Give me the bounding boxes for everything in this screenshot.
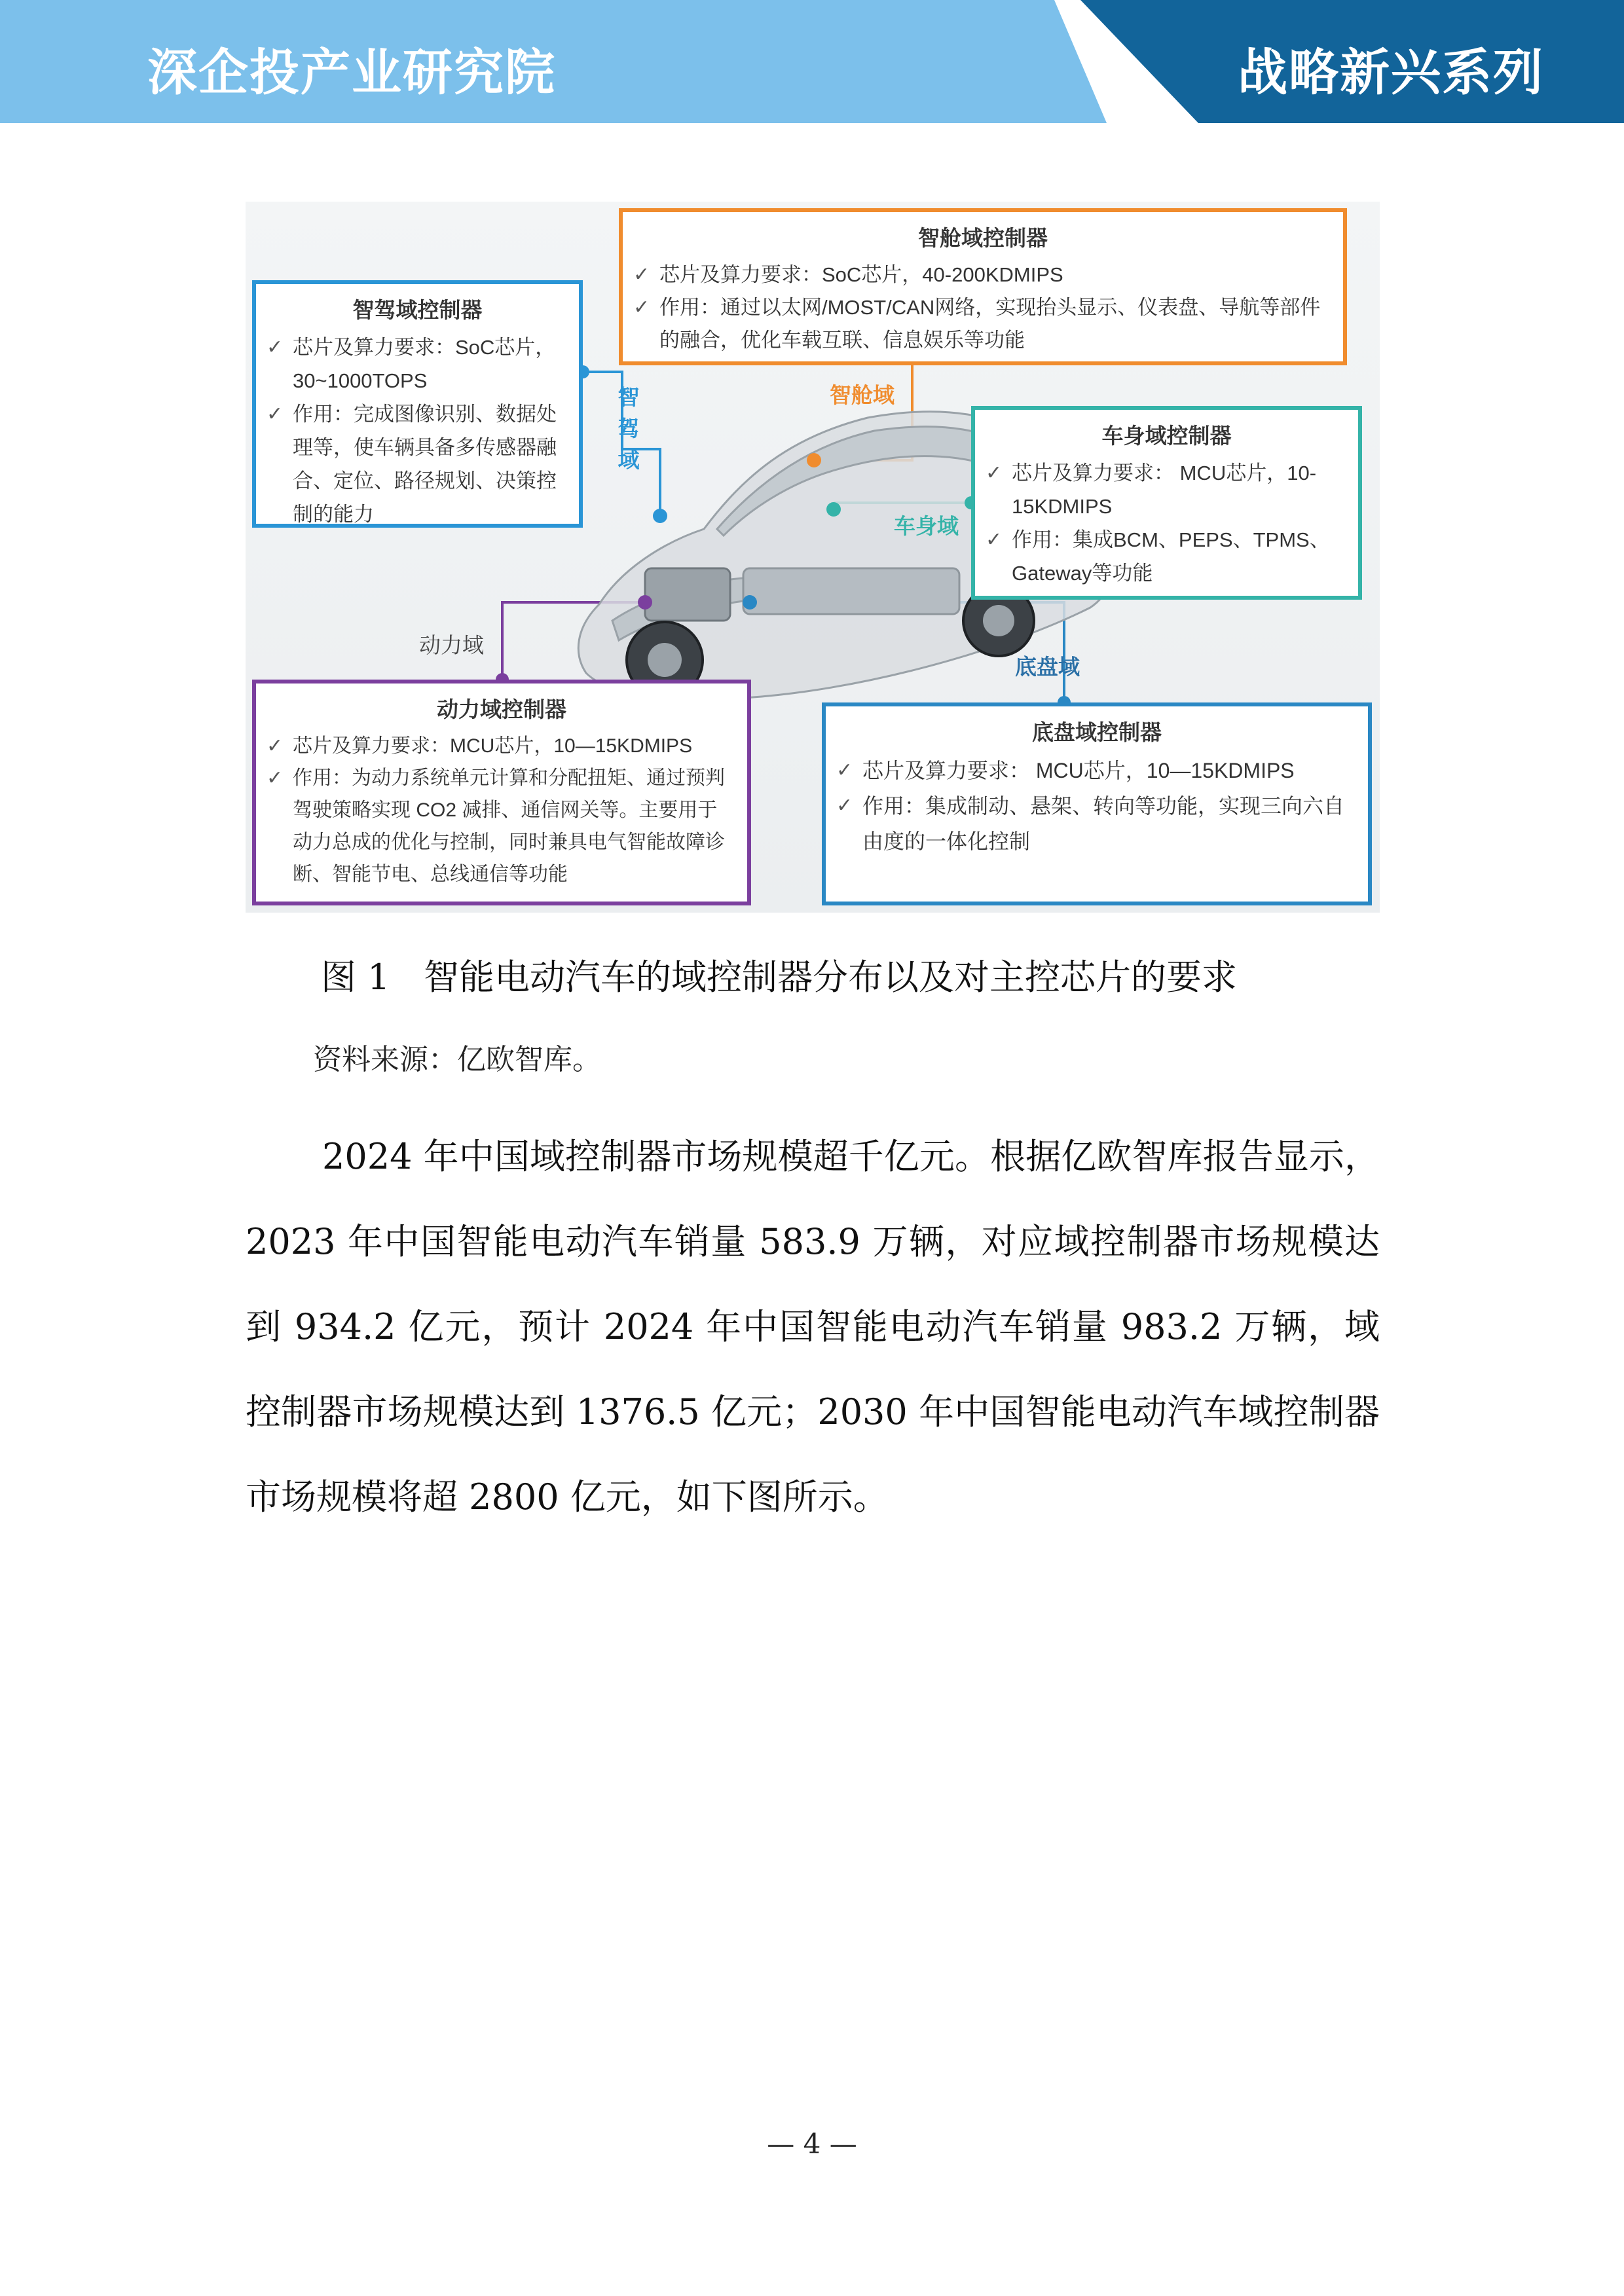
chassis-controller-box bbox=[822, 702, 1372, 905]
cockpit-item-chip: ✓ 芯片及算力要求：SoC芯片，40-200KDMIPS bbox=[659, 259, 1329, 291]
label-chassis-domain: 底盘域 bbox=[1015, 655, 1080, 679]
adas-item-chip: ✓ 芯片及算力要求：SoC芯片，30~1000TOPS bbox=[293, 331, 564, 397]
battery-pack bbox=[743, 568, 959, 614]
marker-power bbox=[638, 595, 652, 610]
cockpit-item-role: ✓ 作用：通过以太网/MOST/CAN网络，实现抬头显示、仪表盘、导航等部件的融合，优化车载互联、信息娱乐等功能 bbox=[659, 291, 1329, 357]
label-body-domain: 车身域 bbox=[894, 514, 959, 538]
motor-unit bbox=[645, 568, 730, 621]
paragraph-text: 2024 年中国域控制器市场规模超千亿元。根据亿欧智库报告显示，2023 年中国智能电动汽车销量 583.9 万辆，对应域控制器市场规模达到 934.2 亿元，预计 2024 年中国智能电动汽车销量 983.2 万辆，域控制器市场规模达到 1376.5 亿元；2030 年中国智能电动汽车域控制器市场规模将超 2800 亿元，如下图所示。 bbox=[246, 1136, 1380, 1518]
label-adas-domain: 智驾域 bbox=[618, 385, 640, 472]
cockpit-controller-box bbox=[619, 208, 1347, 365]
power-item-chip: ✓ 芯片及算力要求：MCU芯片，10—15KDMIPS bbox=[293, 730, 733, 762]
power-controller-title: 动力域控制器 bbox=[437, 697, 566, 721]
body-item-role: ✓ 作用：集成BCM、PEPS、TPMS、Gateway等功能 bbox=[1012, 523, 1344, 590]
chassis-controller-title: 底盘域控制器 bbox=[1032, 720, 1162, 744]
chassis-item-chip: ✓ 芯片及算力要求： MCU芯片，10—15KDMIPS bbox=[862, 753, 1354, 788]
header-series-name: 战略新兴系列 bbox=[1238, 43, 1544, 101]
body-item-chip: ✓ 芯片及算力要求： MCU芯片，10-15KDMIPS bbox=[1012, 456, 1344, 523]
body-controller-box bbox=[971, 406, 1362, 600]
body-paragraph bbox=[246, 1114, 1380, 1540]
label-power-domain: 动力域 bbox=[419, 633, 484, 657]
marker-adas bbox=[653, 509, 667, 523]
adas-item-role: ✓ 作用：完成图像识别、数据处理等，使车辆具备多传感器融合、定位、路径规划、决策控制的能力 bbox=[293, 397, 564, 531]
adas-controller-box bbox=[252, 280, 583, 528]
adas-controller-title: 智驾域控制器 bbox=[352, 298, 483, 322]
page-number: — 4 — bbox=[767, 2128, 857, 2160]
cockpit-controller-title: 智舱域控制器 bbox=[918, 226, 1048, 250]
body-controller-title: 车身域控制器 bbox=[1101, 424, 1232, 448]
marker-cockpit bbox=[807, 453, 821, 467]
power-item-role: ✓ 作用：为动力系统单元计算和分配扭矩、通过预判驾驶策略实现 CO2 减排、通信网关等。主要用于动力总成的优化与控制，同时兼具电气智能故障诊断、智能节电、总线通信等功能 bbox=[293, 762, 733, 890]
label-cockpit-domain: 智舱域 bbox=[830, 383, 895, 407]
domain-controller-figure bbox=[246, 202, 1380, 913]
power-controller-box bbox=[252, 680, 751, 905]
figure-caption: 图 1 智能电动汽车的域控制器分布以及对主控芯片的要求 bbox=[321, 957, 1238, 998]
marker-chassis bbox=[743, 595, 757, 610]
figure-source: 资料来源：亿欧智库。 bbox=[313, 1043, 601, 1076]
chassis-item-role: ✓ 作用：集成制动、悬架、转向等功能，实现三向六自由度的一体化控制 bbox=[862, 788, 1354, 859]
marker-body bbox=[826, 502, 841, 517]
header-org-name: 深企投产业研究院 bbox=[147, 43, 556, 101]
